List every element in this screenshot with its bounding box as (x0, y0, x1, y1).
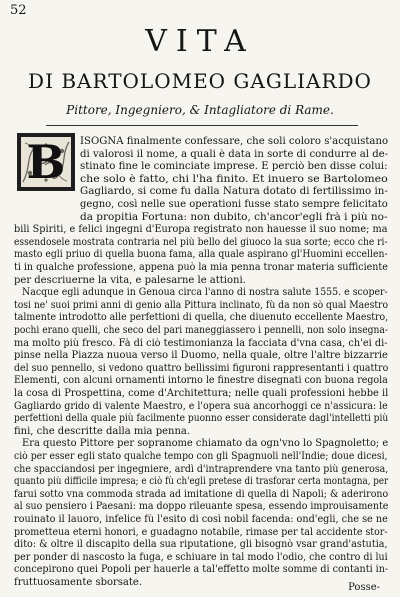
page-number: 52 (10, 3, 27, 18)
title-subject: DI BARTOLOMEO GAGLIARDO (28, 69, 372, 93)
drop-cap-ornament (17, 133, 75, 191)
text-line: Elementi, con alcuni ornamenti intorno le finestre disegnati con buona regola (14, 375, 388, 387)
text-line: che solo è fatto, chi l'ha finito. Et inuero se Bartolomeo (80, 173, 388, 185)
text-line: per descriuerne la vita, e palesarne le attioni. (14, 274, 246, 286)
text-line: prometteua eterni honori, e guadagno notabile, rimase per tal accidente stor- (14, 526, 388, 538)
text-line: da propitia Fortuna: non dubito, ch'ancor'egli frà i più no- (80, 211, 388, 223)
text-line: per ponder di nascosto la fuga, e schiuare in tal modo l'odio, che contro di lui (14, 551, 388, 563)
text-line: pinse nella Piazza nuoua verso il Duomo, nella quale, oltre l'altre bizzarrie (14, 350, 388, 362)
text-line: gegno, così nelle sue operationi fusse stato sempre felicitato (80, 199, 388, 210)
subtitle: Pittore, Ingegniero, & Intagliatore di Rame. (66, 103, 334, 117)
catchword: Posse- (348, 582, 380, 593)
text-line: che spacciandosi per ingegniere, ardì d'intraprendere vna tanto più generosa, (14, 463, 389, 475)
text-line: ciò per esser egli stato qualche tempo con gli Spagnuoli nell'Indie; doue dicesi, (14, 451, 388, 462)
text-line: masto egli priuo di quella buona fama, alla quale aspirano gl'Huomini eccellen- (14, 249, 388, 261)
text-line: essendosele mostrata contraria nel più bello del giuoco la sua sorte; ecco che ri- (14, 236, 388, 248)
text-line: ti in qualche professione, appena può la mia penna tronar materia sufficiente (14, 262, 388, 273)
text-line: rouinato il lauoro, infelice fù l'esito di così nobil facenda: ond'egli, che se ne (14, 514, 388, 525)
text-line: bili Spiriti, e felici ingegni d'Europa registrato non hauesse il suo nome; ma (14, 224, 388, 236)
text-line: farui sotto vna commoda strada ad imitatione di quella di Napoli; & aderirono (14, 488, 389, 500)
text-line: al suo pensiero i Paesani: ma doppo rileuante spesa, essendo improuisamente (14, 501, 389, 513)
text-line: tosi ne' suoi primi anni di genio alla Pittura inclinato, fù da non sò qual Maestro (14, 299, 388, 311)
title-rule (46, 125, 358, 126)
text-line: Era questo Pittore per sopranome chiamato da ogn'vno lo Spagnoletto; e (22, 438, 389, 450)
text-line: fini, che descritte dalla mia penna. (14, 425, 191, 437)
text-line: Nacque egli adunque in Genoua circa l'anno di nostra salute 1555. e scoper- (22, 287, 388, 299)
text-line: del suo pennello, si vedono quattro bellissimi figuroni rappresentanti i quattro (14, 362, 389, 374)
text-line: pochi erano quelli, che seco del pari maneggiassero i pennelli, non solo insegna- (14, 325, 388, 336)
text-line: quanto più difficile impresa; e ciò fù ch'egli pretese di trasforar certa montagna, per (14, 476, 389, 488)
text-line: concepirono quei Popoli per hauerle a tal'effetto molte somme di contanti in- (14, 564, 389, 576)
text-line: ISOGNA finalmente confessare, che soli coloro s'acquistano (80, 136, 389, 147)
text-line: stinato fine le cominciate imprese. E perciò ben disse colui: (80, 161, 388, 173)
text-line: ma molto più fresco. Fà di ciò testimonianza la facciata d'vna casa, ch'ei di- (14, 337, 388, 349)
text-line: di valorosi il nome, a quali è data in sorte di condurre al de- (80, 148, 389, 160)
text-line: fruttuosamente sborsate. (14, 577, 143, 588)
text-line: Gagliardo, si come fu dalla Natura dotato di fertilissimo in- (80, 186, 388, 198)
drop-cap-letter: B (26, 137, 66, 187)
text-line: Gagliardo grido di valente Maestro, e l'opera sua ancorhoggi ce n'assicura: le (14, 400, 388, 412)
title-vita: VITA (145, 24, 255, 59)
text-line: talmente introdotto alle perfettioni di quella, che diuenuto eccellente Maestro, (14, 312, 389, 324)
text-line: perfettioni della quale più facilmente puonno esser considerate dagl'intelletti più (14, 413, 389, 425)
text-line: dito: & oltre il discapito della sua riputatione, gli bisognò vsar grand'astutia, (14, 539, 388, 551)
text-line: la cosa di Prospettina, come d'Architettura; nelle quali professioni hebbe il (14, 388, 389, 399)
